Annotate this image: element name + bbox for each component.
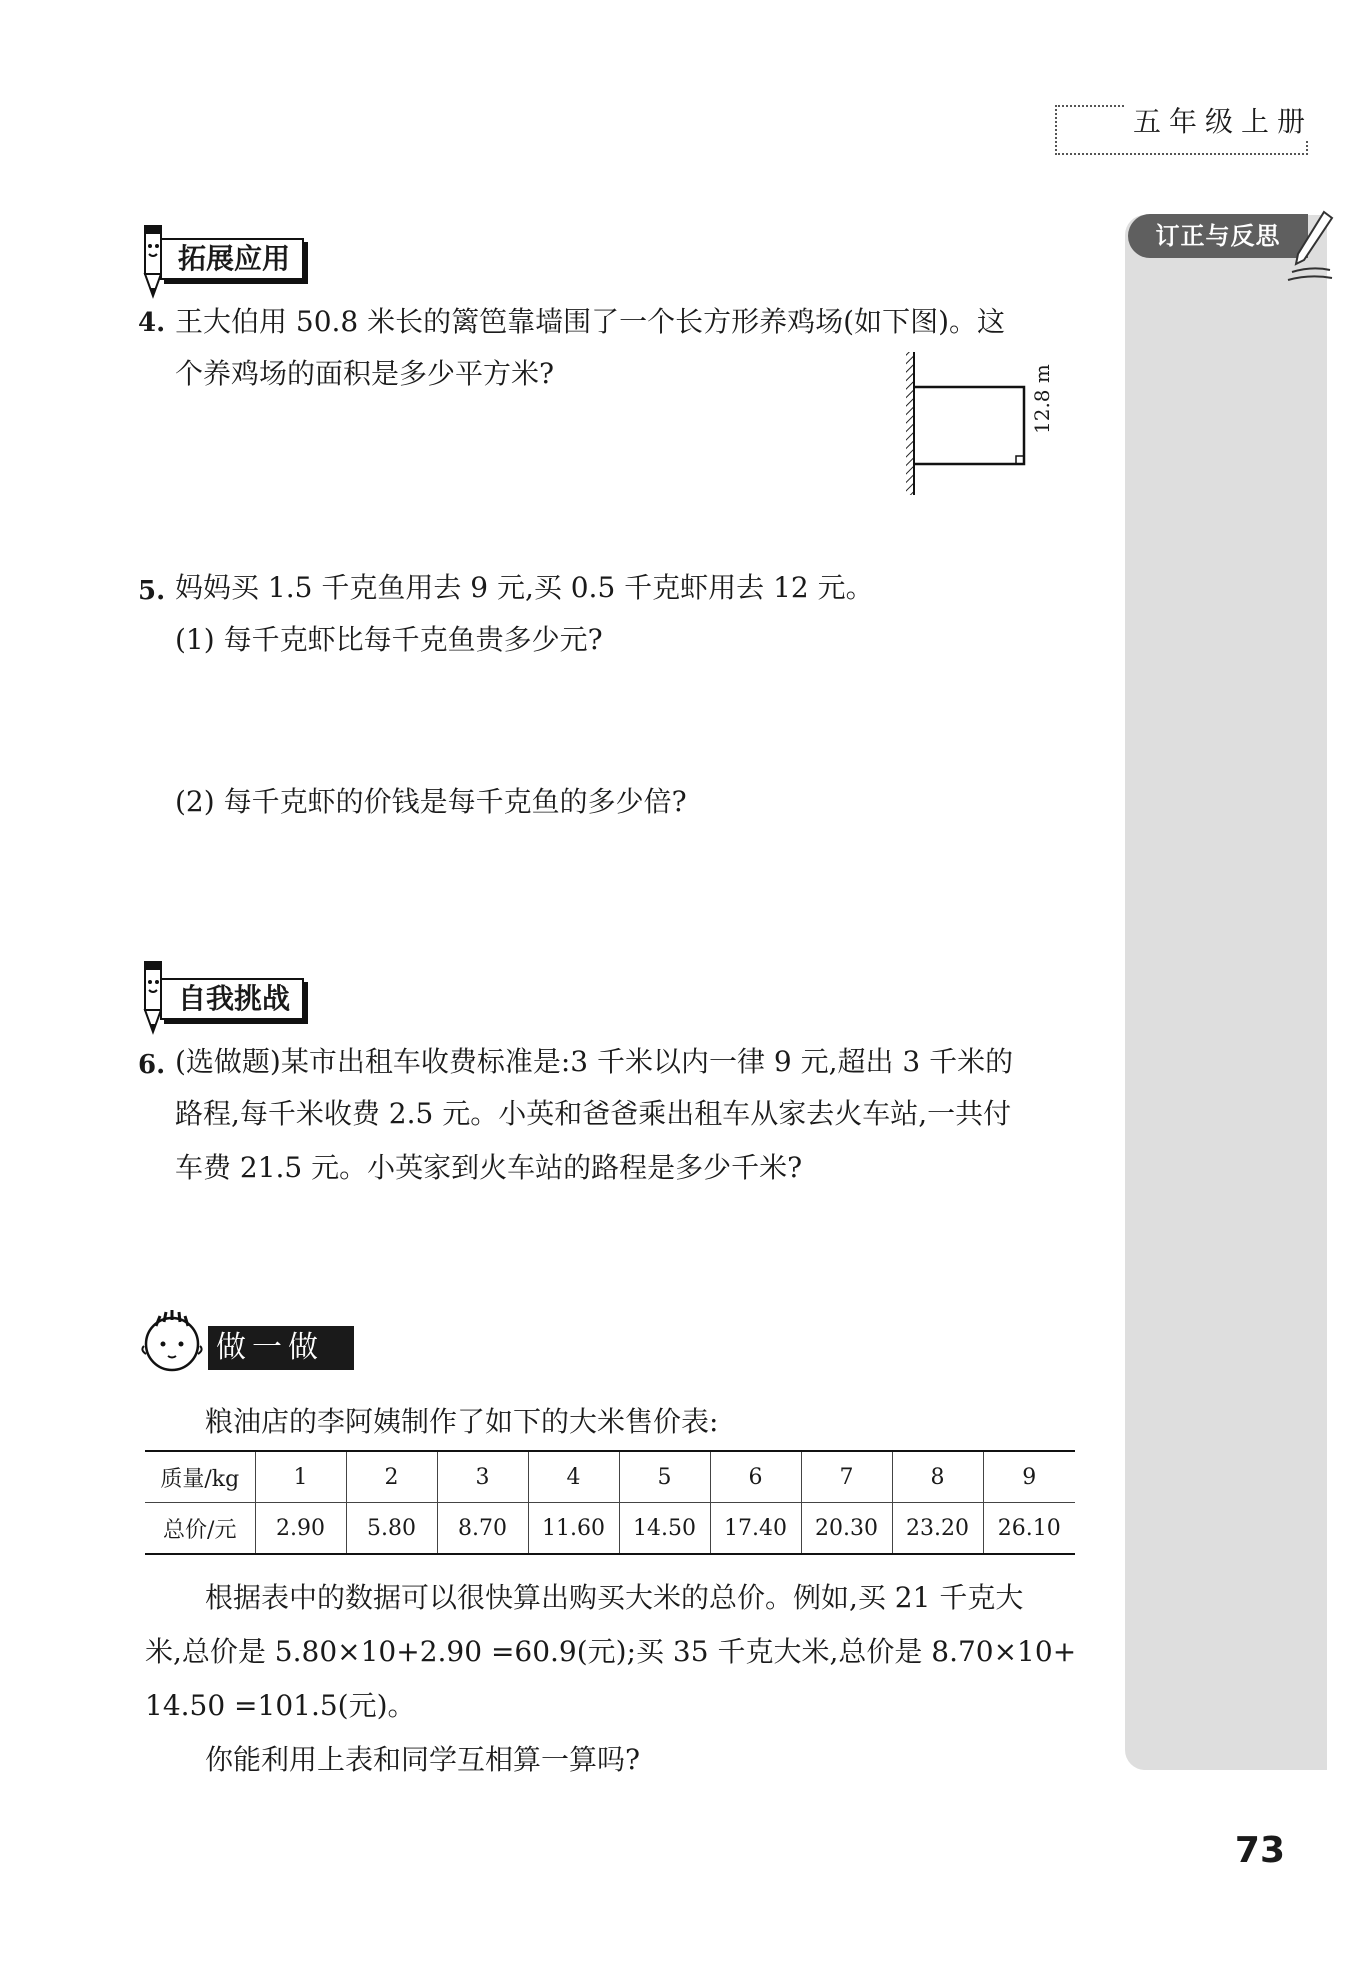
table-cell: 5.80 — [346, 1503, 437, 1554]
table-cell: 6 — [710, 1452, 801, 1503]
kid-face-icon — [138, 1306, 206, 1374]
question-number: 5. — [138, 576, 166, 606]
table-cell: 20.30 — [801, 1503, 892, 1554]
table-row — [145, 1452, 1075, 1503]
doit-paragraph-3: 14.50 =101.5(元)。 — [145, 1689, 416, 1722]
height-label: 12.8 m — [1030, 364, 1054, 434]
table-cell: 质量/kg — [145, 1452, 255, 1503]
question-4-line-2: 个养鸡场的面积是多少平方米? — [175, 357, 555, 390]
grade-title: 五年级上册 — [1125, 100, 1321, 140]
question-number: 4. — [138, 308, 166, 338]
correction-label: 订正与反思 — [1128, 214, 1308, 258]
table-cell: 1 — [255, 1452, 346, 1503]
table-row — [145, 1503, 1075, 1554]
question-5-sub-1: (1) 每千克虾比每千克鱼贵多少元? — [175, 623, 603, 656]
section-heading-challenge: 自我挑战 — [160, 978, 304, 1020]
question-6-line-3: 车费 21.5 元。小英家到火车站的路程是多少千米? — [175, 1151, 803, 1184]
table-cell: 14.50 — [619, 1503, 710, 1554]
pen-icon — [1286, 208, 1336, 288]
question-5-sub-2: (2) 每千克虾的价钱是每千克鱼的多少倍? — [175, 785, 687, 818]
table-cell: 8.70 — [437, 1503, 528, 1554]
doit-intro: 粮油店的李阿姨制作了如下的大米售价表: — [205, 1405, 719, 1438]
page-number: 73 — [1234, 1830, 1285, 1871]
table-cell: 8 — [892, 1452, 983, 1503]
table-cell: 11.60 — [528, 1503, 619, 1554]
table-cell: 9 — [983, 1452, 1075, 1503]
question-number: 6. — [138, 1050, 166, 1080]
table-cell: 总价/元 — [163, 1517, 237, 1543]
question-4-line-1: 王大伯用 50.8 米长的篱笆靠墙围了一个长方形养鸡场(如下图)。这 — [175, 305, 1005, 338]
table-cell: 2.90 — [255, 1503, 346, 1554]
price-table — [145, 1452, 1075, 1553]
coop-diagram — [900, 352, 1050, 502]
correction-panel — [1125, 215, 1327, 1770]
table-cell: 7 — [801, 1452, 892, 1503]
doit-paragraph-4: 你能利用上表和同学互相算一算吗? — [205, 1743, 641, 1776]
question-6-line-1: (选做题)某市出租车收费标准是:3 千米以内一律 9 元,超出 3 千米的 — [175, 1045, 1014, 1078]
table-cell: 4 — [528, 1452, 619, 1503]
table-cell: 5 — [619, 1452, 710, 1503]
table-cell: 26.10 — [983, 1503, 1075, 1554]
price-table-frame — [145, 1450, 1075, 1555]
table-cell: 17.40 — [710, 1503, 801, 1554]
doit-paragraph-1: 根据表中的数据可以很快算出购买大米的总价。例如,买 21 千克大 — [205, 1581, 1024, 1614]
question-5-line-1: 妈妈买 1.5 千克鱼用去 9 元,买 0.5 千克虾用去 12 元。 — [175, 571, 874, 604]
section-heading-extend: 拓展应用 — [160, 238, 304, 280]
question-6-line-2: 路程,每千米收费 2.5 元。小英和爸爸乘出租车从家去火车站,一共付 — [175, 1097, 1012, 1130]
doit-paragraph-2: 米,总价是 5.80×10+2.90 =60.9(元);买 35 千克大米,总价是 8.70×10+ — [145, 1635, 1077, 1668]
table-cell: 3 — [437, 1452, 528, 1503]
section-heading-doit: 做一做 — [216, 1330, 324, 1365]
table-cell: 2 — [346, 1452, 437, 1503]
table-cell: 23.20 — [892, 1503, 983, 1554]
